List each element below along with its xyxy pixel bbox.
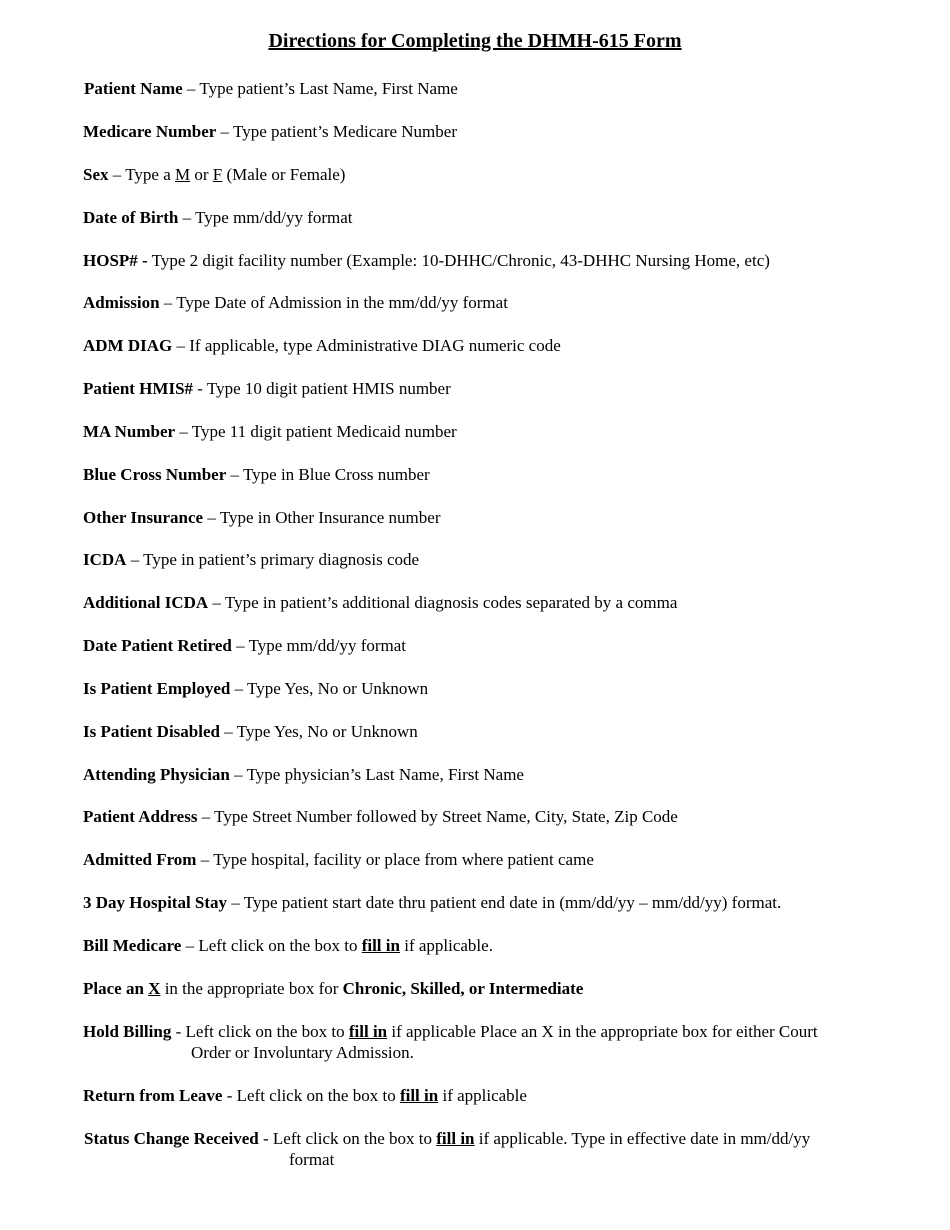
entry-text: Left click on the box to (185, 1022, 349, 1041)
entry-blue-cross-number (83, 464, 903, 485)
entry-text: Type hospital, facility or place from where patient came (213, 850, 594, 869)
entry-ma-number (83, 421, 903, 442)
entry-bill-medicare (83, 935, 903, 956)
entry-separator: – (108, 165, 126, 184)
entry-text: Type in patient’s additional diagnosis codes separated by a comma (224, 593, 678, 612)
entry-term: Patient Name (84, 79, 183, 98)
fill-in-emphasis: fill in (361, 936, 400, 955)
x-mark-emphasis: X (148, 979, 161, 998)
entry-term: Admitted From (83, 850, 197, 869)
entry-separator: – (197, 807, 215, 826)
entry-term: Is Patient Disabled (83, 722, 220, 741)
entry-separator: – (231, 636, 249, 655)
fill-in-emphasis: fill in (399, 1086, 439, 1105)
entry-separator: - (193, 379, 207, 398)
entry-text: Type patient start date thru patient end date in (mm/dd/yy – mm/dd/yy) format. (243, 893, 782, 912)
entry-text: Type Yes, No or Unknown (247, 679, 429, 698)
entry-date-of-birth (83, 207, 903, 228)
entry-term: Return from Leave (83, 1086, 223, 1105)
entry-separator: - (258, 1129, 273, 1148)
entry-separator: - (222, 1086, 237, 1105)
entry-separator: – (178, 208, 196, 227)
entry-separator: – (230, 679, 248, 698)
entry-term: ADM DIAG (83, 336, 173, 355)
entry-attending-physician (83, 764, 903, 785)
entry-term: Admission (83, 293, 160, 312)
entry-separator: – (182, 79, 200, 98)
entry-place-an-x (83, 978, 903, 999)
entry-is-patient-employed (83, 678, 903, 699)
entry-separator: – (226, 465, 243, 484)
entry-text: Type in Other Insurance number (219, 508, 441, 527)
entry-separator: – (227, 893, 244, 912)
entry-admission (83, 292, 903, 313)
entry-separator: – (196, 850, 214, 869)
entry-term: Date Patient Retired (83, 636, 232, 655)
entry-status-change-received (84, 1128, 904, 1149)
sex-female-code: F (212, 165, 223, 184)
entry-term: ICDA (83, 550, 127, 569)
entry-separator: – (181, 936, 199, 955)
entry-term: Is Patient Employed (83, 679, 231, 698)
entry-text: Type in patient’s primary diagnosis code (143, 550, 420, 569)
entry-text: Type 2 digit facility number (Example: 10-DHHC/Chronic, 43-DHHC Nursing Home, etc) (151, 251, 770, 270)
entry-is-patient-disabled (83, 721, 903, 742)
fill-in-emphasis: fill in (348, 1022, 388, 1041)
entry-separator: – (175, 422, 192, 441)
entry-text: (Male or Female) (222, 165, 346, 184)
entry-term: Medicare Number (83, 122, 217, 141)
page-title: Directions for Completing the DHMH-615 Form (268, 30, 682, 52)
entry-other-insurance (83, 507, 903, 528)
entry-hold-billing-continuation: Order or Involuntary Admission. (191, 1043, 414, 1062)
entry-text: Type physician’s Last Name, First Name (246, 765, 524, 784)
entry-term: Additional ICDA (83, 593, 209, 612)
entry-patient-address (83, 806, 903, 827)
entry-text: or (190, 165, 213, 184)
entry-separator: – (219, 722, 237, 741)
entry-separator: – (203, 508, 220, 527)
entry-separator: – (126, 550, 144, 569)
entry-icda (83, 549, 903, 570)
entry-term: Sex (83, 165, 109, 184)
entry-text: Type in Blue Cross number (242, 465, 430, 484)
entry-patient-name (84, 78, 904, 99)
entry-patient-hmis (83, 378, 903, 399)
entry-medicare-number (83, 121, 903, 142)
entry-text: Type mm/dd/yy format (248, 636, 407, 655)
entry-text: Type patient’s Medicare Number (233, 122, 457, 141)
entry-text: Type a (125, 165, 175, 184)
entry-term: Patient Address (83, 807, 198, 826)
entry-text: in the appropriate box for (160, 979, 343, 998)
entry-text: if applicable (438, 1086, 527, 1105)
entry-term: MA Number (83, 422, 176, 441)
entry-term: 3 Day Hospital Stay (83, 893, 228, 912)
entry-return-from-leave (83, 1085, 903, 1106)
entry-term: Date of Birth (83, 208, 179, 227)
entry-text: If applicable, type Administrative DIAG numeric code (189, 336, 561, 355)
entry-text: Type Date of Admission in the mm/dd/yy format (176, 293, 508, 312)
entry-term: Bill Medicare (83, 936, 182, 955)
entry-text: Left click on the box to (236, 1086, 400, 1105)
entry-separator: – (216, 122, 233, 141)
entry-text: Type mm/dd/yy format (195, 208, 353, 227)
entry-3-day-hospital-stay (83, 892, 903, 913)
fill-in-emphasis: fill in (436, 1129, 475, 1148)
entry-separator: - (171, 1022, 186, 1041)
entry-term: Attending Physician (83, 765, 230, 784)
entry-term: Place an (83, 979, 144, 998)
entry-text: Type Yes, No or Unknown (236, 722, 418, 741)
entry-separator: – (208, 593, 225, 612)
entry-status-change-continuation: format (289, 1150, 335, 1169)
entry-adm-diag (83, 335, 903, 356)
entry-text: if applicable. Type in effective date in mm/dd/yy (474, 1129, 811, 1148)
entry-text: Type 10 digit patient HMIS number (206, 379, 451, 398)
entry-term: Hold Billing (83, 1022, 172, 1041)
entry-separator: – (159, 293, 177, 312)
entry-term: HOSP# - (83, 251, 148, 270)
entry-text: if applicable. (399, 936, 493, 955)
entry-text: Left click on the box to (272, 1129, 437, 1148)
entry-text: Type Street Number followed by Street Name, City, State, Zip Code (214, 807, 678, 826)
entry-term: Status Change Received (84, 1129, 259, 1148)
entry-hosp-number (83, 250, 903, 271)
entry-date-patient-retired (83, 635, 903, 656)
entry-term: Blue Cross Number (83, 465, 227, 484)
entry-sex (83, 164, 903, 185)
entry-term: Patient HMIS# (83, 379, 194, 398)
sex-male-code: M (175, 165, 191, 184)
entry-additional-icda (83, 592, 903, 613)
entry-text: Type 11 digit patient Medicaid number (191, 422, 457, 441)
entry-admitted-from (83, 849, 903, 870)
entry-term: Other Insurance (83, 508, 204, 527)
entry-hold-billing (83, 1021, 903, 1042)
entry-text: Type patient’s Last Name, First Name (199, 79, 458, 98)
entry-term-care-levels: Chronic, Skilled, or Intermediate (342, 979, 584, 998)
entry-separator: – (229, 765, 247, 784)
entry-text: if applicable Place an X in the appropriate box for either Court (387, 1022, 818, 1041)
entry-separator: – (172, 336, 190, 355)
entry-text: Left click on the box to (198, 936, 362, 955)
